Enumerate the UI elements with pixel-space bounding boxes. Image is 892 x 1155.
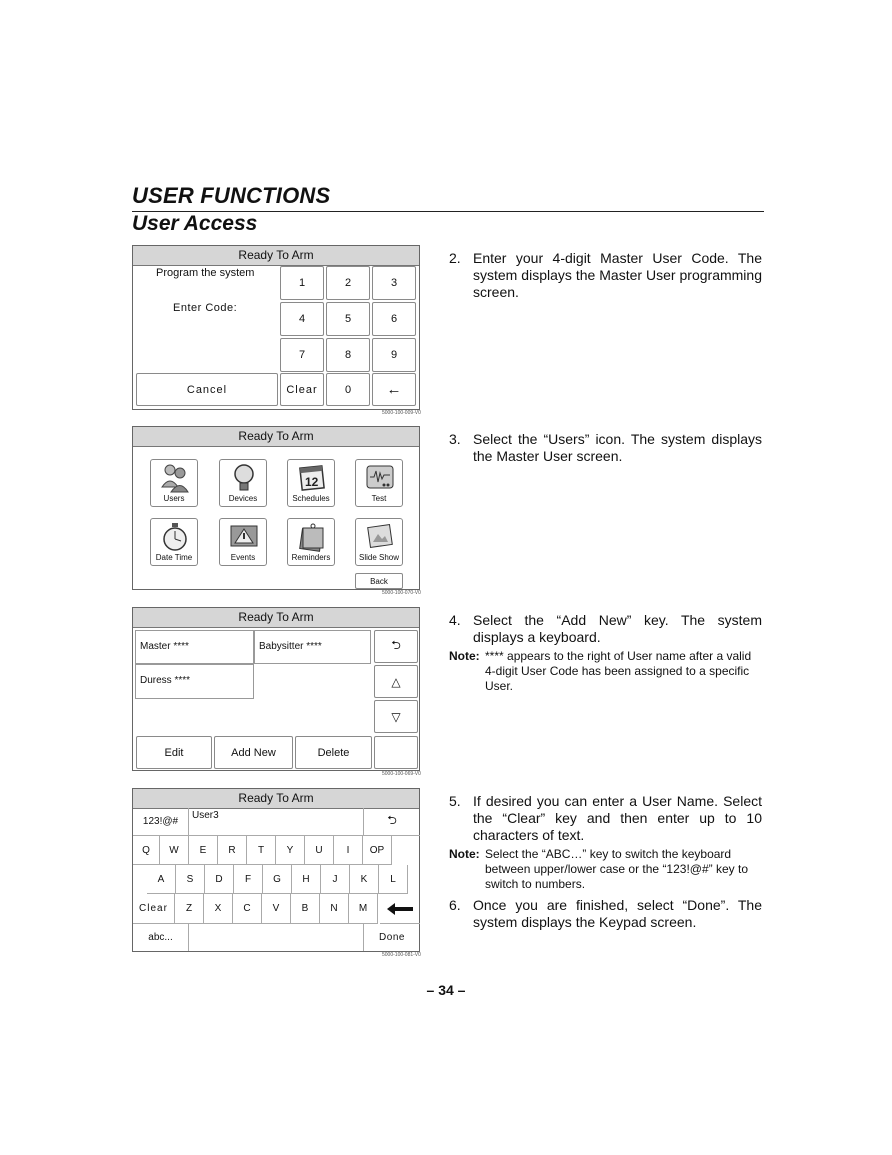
step-text: Enter your 4-digit Master User Code. The system displays the Master User programming screen. xyxy=(473,250,762,300)
key-c[interactable]: C xyxy=(233,894,262,924)
user-name-field[interactable] xyxy=(189,808,364,836)
edit-button[interactable]: Edit xyxy=(136,736,212,769)
key-op[interactable]: OP xyxy=(363,836,392,865)
backspace-key[interactable] xyxy=(380,894,420,924)
key-2[interactable]: 2 xyxy=(326,266,370,300)
slide-show-label: Slide Show xyxy=(358,553,400,562)
note-label: Note: xyxy=(449,649,480,663)
screen-title: Ready To Arm xyxy=(133,608,419,628)
blank-button[interactable] xyxy=(374,736,418,769)
key-h[interactable]: H xyxy=(292,865,321,894)
cancel-button[interactable]: Cancel xyxy=(136,373,278,406)
space-key[interactable] xyxy=(189,924,364,951)
test-button[interactable] xyxy=(355,459,403,507)
sticky-notes-icon xyxy=(298,522,326,552)
key-n[interactable]: N xyxy=(320,894,349,924)
key-x[interactable]: X xyxy=(204,894,233,924)
key-u[interactable]: U xyxy=(305,836,334,865)
delete-button[interactable]: Delete xyxy=(295,736,372,769)
master-user-screen xyxy=(132,607,420,771)
screen-title: Ready To Arm xyxy=(133,427,419,447)
page-number: – 34 – xyxy=(426,982,466,998)
scroll-up-button[interactable]: △ xyxy=(374,665,418,698)
section-title: USER FUNCTIONS xyxy=(132,183,331,208)
back-button[interactable]: Back xyxy=(355,573,403,589)
slide-show-button[interactable] xyxy=(355,518,403,566)
undo-button[interactable]: ⮌ xyxy=(374,630,418,663)
oscilloscope-icon xyxy=(366,463,394,493)
program-prompt: Program the system xyxy=(156,267,255,279)
events-label: Events xyxy=(230,553,256,562)
calendar-number: 12 xyxy=(305,475,319,489)
key-e[interactable]: E xyxy=(189,836,218,865)
step-number: 3. xyxy=(449,431,461,447)
step-number: 2. xyxy=(449,250,461,266)
keyboard-screen xyxy=(132,788,420,952)
screen-title: Ready To Arm xyxy=(133,789,419,809)
note-text: Select the “ABC…” key to switch the keyboard between upper/lower case or the “123!@#” key to switch to numbers. xyxy=(485,847,748,891)
key-g[interactable]: G xyxy=(263,865,292,894)
key-3[interactable]: 3 xyxy=(372,266,416,300)
key-5[interactable]: 5 xyxy=(326,302,370,336)
step-number: 4. xyxy=(449,612,461,628)
clear-key[interactable]: Clear xyxy=(133,894,175,924)
step-number: 5. xyxy=(449,793,461,809)
users-button[interactable] xyxy=(150,459,198,507)
key-l[interactable]: L xyxy=(379,865,408,894)
user-babysitter[interactable]: Babysitter **** xyxy=(254,630,371,664)
step-number: 6. xyxy=(449,897,461,913)
key-z[interactable]: Z xyxy=(175,894,204,924)
key-k[interactable]: K xyxy=(350,865,379,894)
key-7[interactable]: 7 xyxy=(280,338,324,372)
key-i[interactable]: I xyxy=(334,836,363,865)
key-1[interactable]: 1 xyxy=(280,266,324,300)
note-label: Note: xyxy=(449,847,480,861)
figure-code: 5000-100-081-V0 xyxy=(382,952,421,958)
key-0[interactable]: 0 xyxy=(326,373,370,406)
events-button[interactable] xyxy=(219,518,267,566)
calendar-icon xyxy=(298,463,326,493)
key-m[interactable]: M xyxy=(349,894,378,924)
key-t[interactable]: T xyxy=(247,836,276,865)
master-menu-screen xyxy=(132,426,420,590)
stopwatch-icon xyxy=(161,522,189,552)
numbers-mode-key[interactable]: 123!@# xyxy=(133,808,189,836)
reminders-button[interactable] xyxy=(287,518,335,566)
devices-button[interactable] xyxy=(219,459,267,507)
step-text: Select the “Add New” key. The system displays a keyboard. xyxy=(473,612,762,645)
key-y[interactable]: Y xyxy=(276,836,305,865)
key-9[interactable]: 9 xyxy=(372,338,416,372)
figure-code: 5000-100-009-V0 xyxy=(382,410,421,416)
test-label: Test xyxy=(371,494,387,503)
key-f[interactable]: F xyxy=(234,865,263,894)
key-b[interactable]: B xyxy=(291,894,320,924)
user-name-value: User3 xyxy=(192,810,219,821)
add-new-button[interactable]: Add New xyxy=(214,736,293,769)
key-r[interactable]: R xyxy=(218,836,247,865)
user-duress[interactable]: Duress **** xyxy=(135,664,254,699)
key-s[interactable]: S xyxy=(176,865,205,894)
user-master[interactable]: Master **** xyxy=(135,630,254,664)
users-label: Users xyxy=(163,494,185,503)
key-8[interactable]: 8 xyxy=(326,338,370,372)
lightbulb-icon xyxy=(230,463,258,493)
enter-code-label: Enter Code: xyxy=(173,302,238,314)
picture-icon xyxy=(366,522,394,552)
key-w[interactable]: W xyxy=(160,836,189,865)
key-4[interactable]: 4 xyxy=(280,302,324,336)
date-time-label: Date Time xyxy=(155,553,193,562)
code-entry-screen xyxy=(132,245,420,410)
schedules-button[interactable] xyxy=(287,459,335,507)
key-v[interactable]: V xyxy=(262,894,291,924)
figure-code: 5000-100-070-V0 xyxy=(382,590,421,596)
subsection-title: User Access xyxy=(132,212,258,235)
key-6[interactable]: 6 xyxy=(372,302,416,336)
step-text: Once you are finished, select “Done”. The system displays the Keypad screen. xyxy=(473,897,762,930)
note-text: **** appears to the right of User name after a valid 4-digit User Code has been assigned to a specific User. xyxy=(485,649,752,693)
abc-key[interactable]: abc... xyxy=(133,924,189,951)
step-text: If desired you can enter a User Name. Select the “Clear” key and then enter up to 10 characters of text. xyxy=(473,793,762,843)
date-time-button[interactable] xyxy=(150,518,198,566)
clear-button[interactable]: Clear xyxy=(280,373,324,406)
key-d[interactable]: D xyxy=(205,865,234,894)
reminders-label: Reminders xyxy=(291,553,331,562)
backspace-button[interactable]: ← xyxy=(372,373,416,406)
scroll-down-button[interactable]: ▽ xyxy=(374,700,418,733)
devices-label: Devices xyxy=(228,494,258,503)
warning-icon xyxy=(230,522,258,552)
figure-code: 5000-100-069-V0 xyxy=(382,771,421,777)
step-text: Select the “Users” icon. The system displays the Master User screen. xyxy=(473,431,762,464)
done-key[interactable]: Done xyxy=(379,932,405,943)
key-a[interactable]: A xyxy=(147,865,176,894)
undo-key[interactable]: ⮌ xyxy=(364,808,420,836)
screen-title: Ready To Arm xyxy=(133,246,419,266)
key-q[interactable]: Q xyxy=(133,836,160,865)
backspace-arrow-icon xyxy=(387,903,413,915)
users-icon xyxy=(161,463,189,493)
key-j[interactable]: J xyxy=(321,865,350,894)
schedules-label: Schedules xyxy=(292,494,330,503)
